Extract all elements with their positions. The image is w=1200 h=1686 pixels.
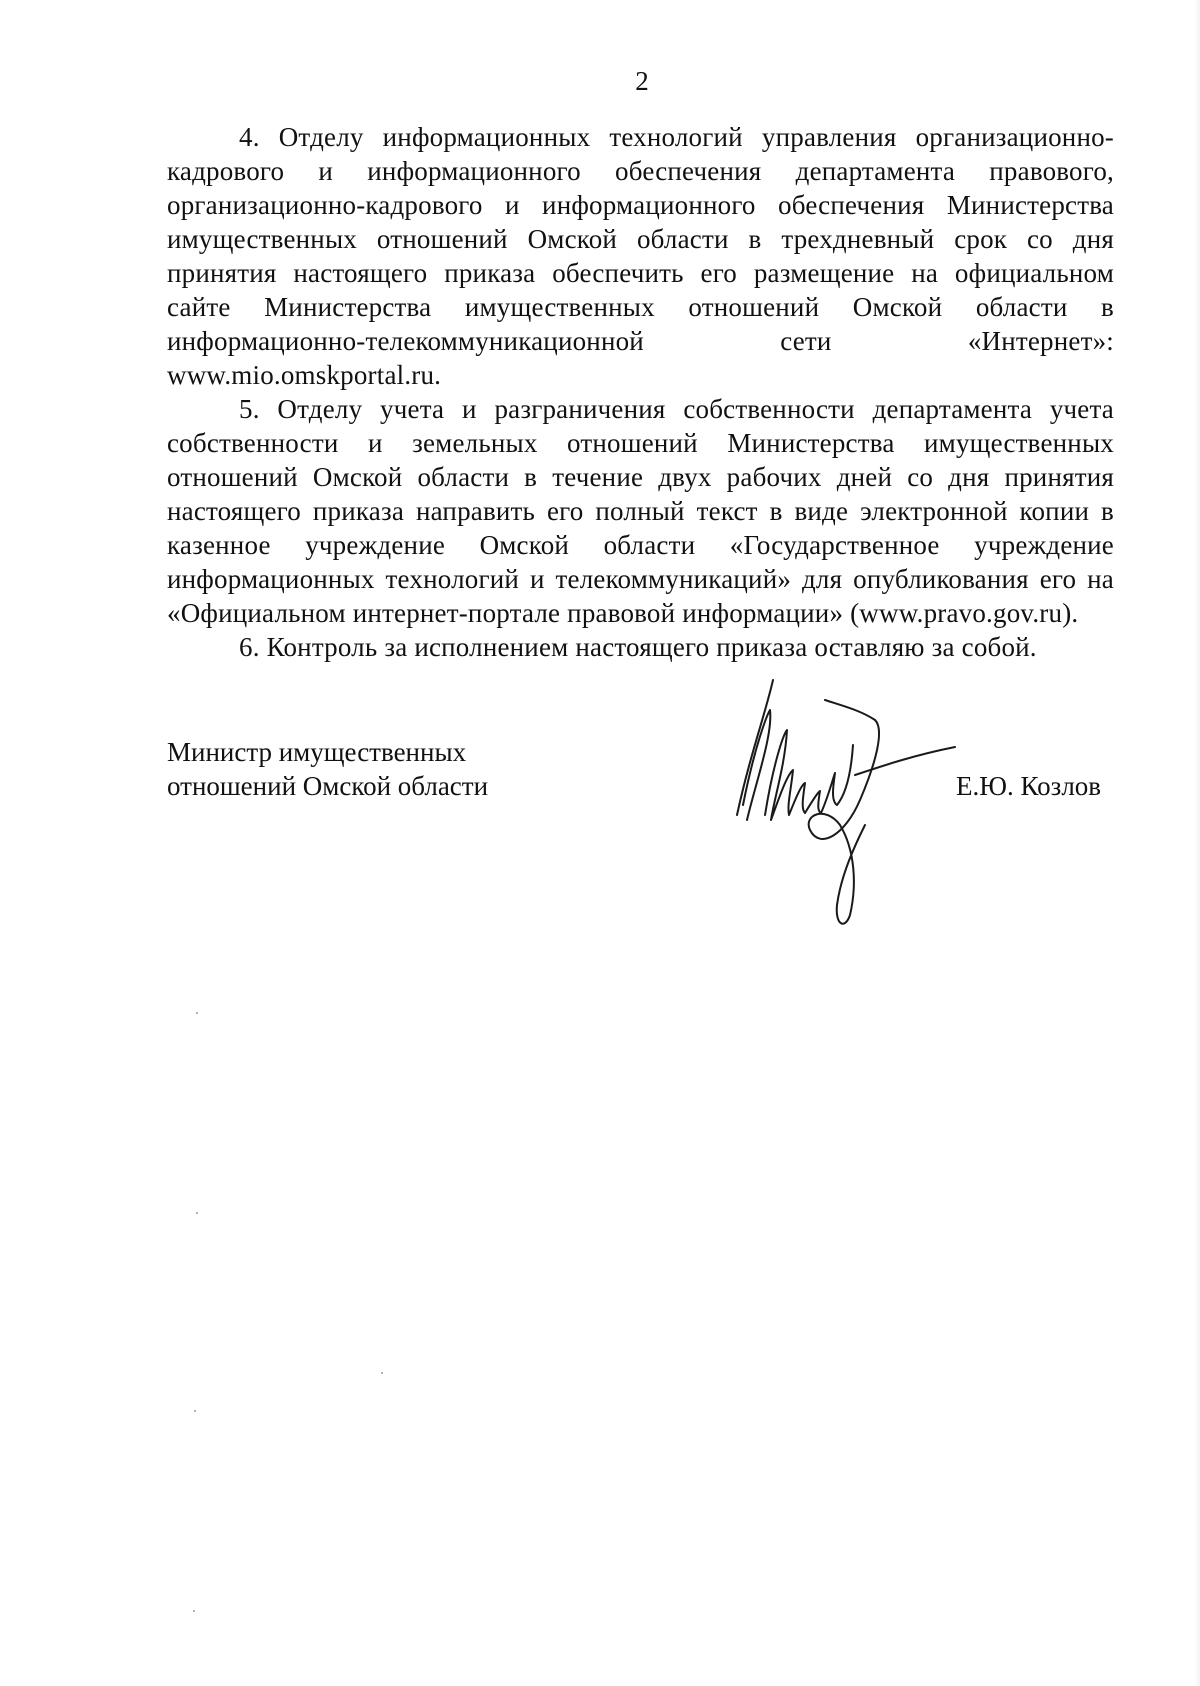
page-number: 2	[635, 66, 649, 96]
position-line-2: отношений Омской области	[167, 771, 489, 801]
handwritten-signature	[725, 675, 975, 940]
paragraph-4: 4. Отделу информационных технологий управления организационно-кадрового и информационного обеспечения департамента правового, организационно-кадрового и информационного обеспечения Министерства имущественных отношений Омской области в трехдневный срок со дня принятия настоящего приказа обеспечить его размещение на официальном сайте Министерства имущественных отношений Омской области в информационно-телекоммуникационной сети «Интернет»: www.mio.omskportal.ru.	[167, 122, 1114, 390]
scan-speck	[381, 1372, 383, 1374]
scan-speck	[196, 1012, 198, 1014]
scan-speck	[194, 1410, 196, 1412]
scan-edge	[1194, 0, 1200, 1686]
scan-speck	[196, 1212, 198, 1214]
paragraph-6: 6. Контроль за исполнением настоящего приказа оставляю за собой.	[239, 632, 1037, 662]
paragraph-5: 5. Отделу учета и разграничения собственности департамента учета собственности и земельных отношений Министерства имущественных отношений Омской области в течение двух рабочих дней со дня принятия настоящего приказа направить его полный текст в виде электронной копии в казенное учреждение Омской области «Государственное учреждение информационных технологий и телекоммуникаций» для опубликования его на «Официальном интернет-портале правовой информации» (www.pravo.gov.ru).	[167, 394, 1114, 628]
document-body	[167, 120, 1114, 664]
signer-name: Е.Ю. Козлов	[956, 771, 1102, 801]
scan-speck	[193, 1610, 195, 1612]
signatory-position	[167, 735, 488, 803]
position-line-1: Министр имущественных	[167, 737, 467, 767]
